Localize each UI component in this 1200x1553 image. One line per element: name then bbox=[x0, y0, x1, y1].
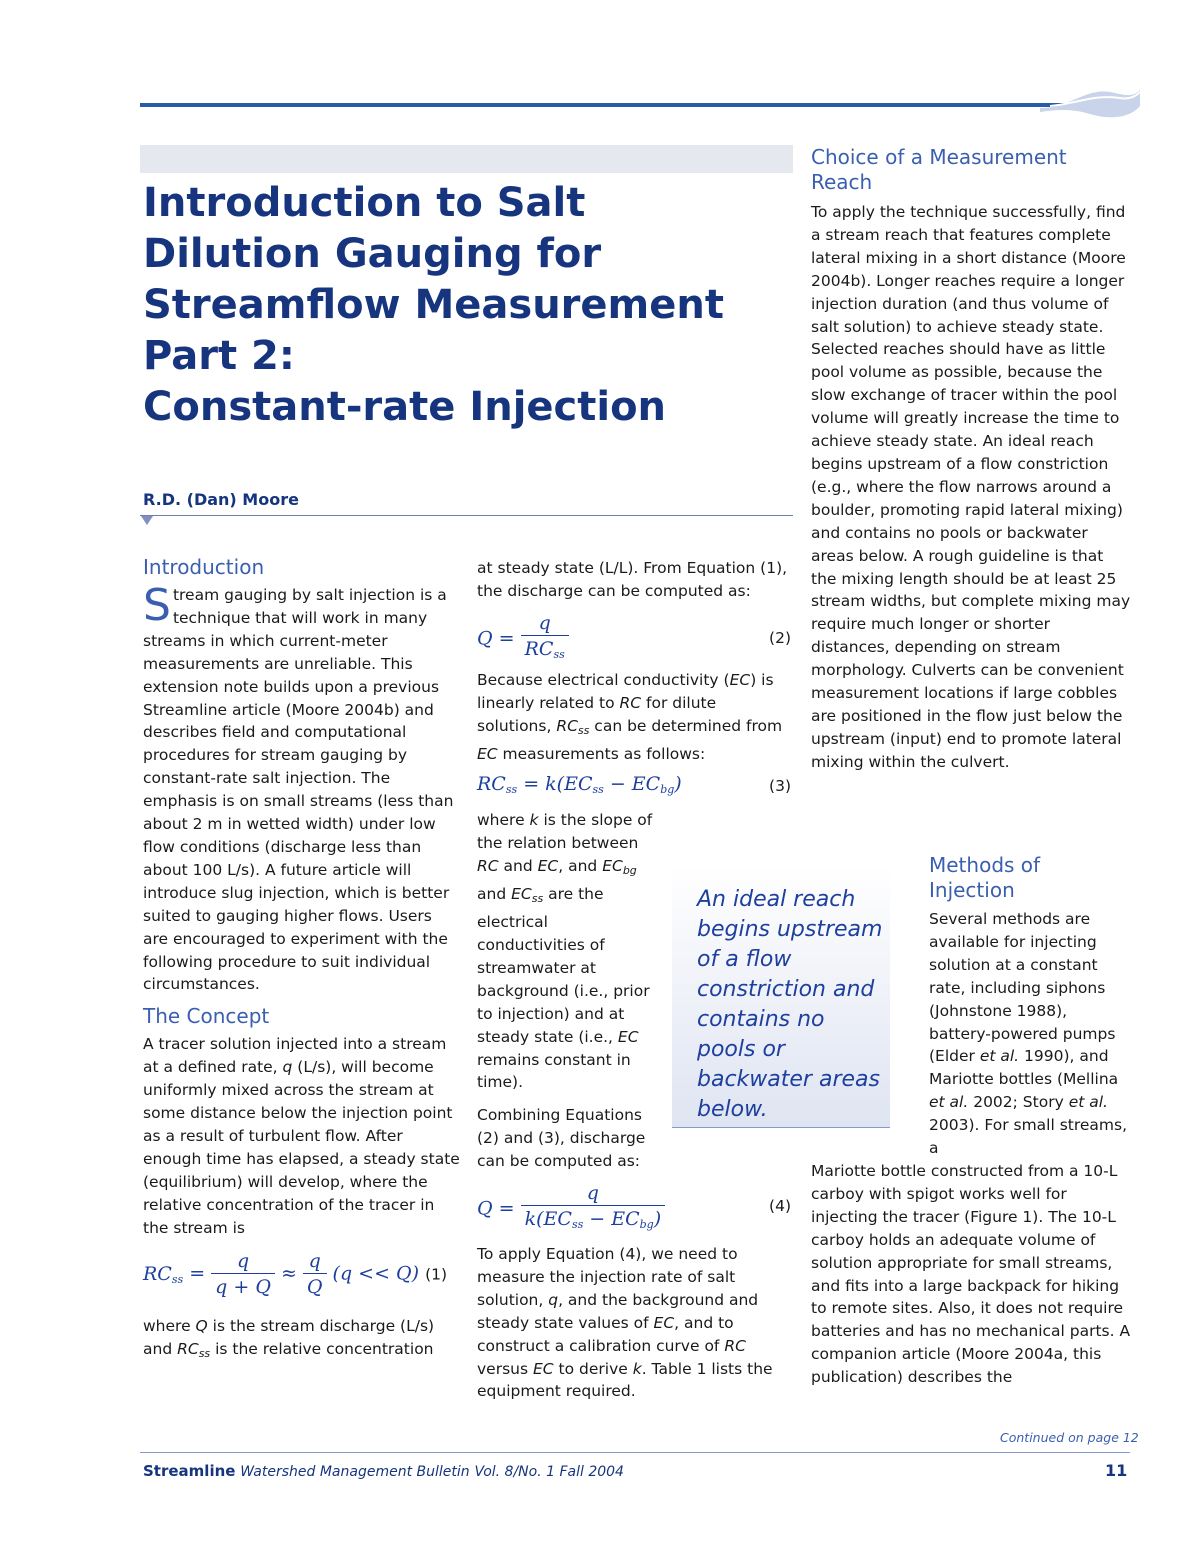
column-3b bbox=[929, 853, 1131, 1160]
title-band bbox=[140, 145, 793, 173]
concept-paragraph bbox=[143, 1033, 461, 1239]
col2-paragraph-3: where k is the slope of the relation between RC and EC, and $EC_{bg}$ and $EC_{ss}$ are the electrical conductivities of streamwater at background (i.e., prior to injection) and at steady state (i.e., EC remains constant in time). bbox=[477, 811, 653, 1092]
continued-note: Continued on page 12 bbox=[1000, 1430, 1139, 1445]
dropcap: S bbox=[143, 580, 171, 631]
col2-paragraph-4: Combining Equations (2) and (3), discharge can be computed as: bbox=[477, 1106, 646, 1171]
col2-paragraph-5: To apply Equation (4), we need to measure the injection rate of salt solution, q, and the background and steady state values of EC, and to construct a calibration curve of RC versus EC to derive k. Table 1 lists the equipment required. bbox=[477, 1245, 773, 1401]
title-line: Streamflow Measurement bbox=[143, 282, 724, 328]
title-line: Part 2: bbox=[143, 333, 295, 379]
equation-4: Q = $\frac{q}{k(EC_{ss} - EC_{bg})}$ (4) bbox=[477, 1181, 793, 1243]
equation-3: $RC_{ss} = k(EC_{ss} - EC_{bg})$ (3) bbox=[477, 773, 791, 797]
intro-paragraph bbox=[143, 580, 461, 996]
eq1-condition: (q << Q) bbox=[332, 1262, 420, 1285]
injection-paragraph: Several methods are available for injecting solution at a constant rate, including siphons (Johnstone 1988), battery-powered pumps (Elder et al. 1990), and Mariotte bottles (Mellina et al. 2002; Story et al. 2003). For small streams, a bbox=[929, 910, 1128, 1158]
equation-number: (4) bbox=[769, 1197, 791, 1216]
triangle-marker-icon bbox=[141, 516, 153, 525]
section-heading-concept: The Concept bbox=[143, 1004, 270, 1029]
equation-number: (3) bbox=[769, 777, 791, 796]
column-3 bbox=[811, 145, 1131, 774]
intro-text: tream gauging by salt injection is a technique that will work in many streams in which current-meter measurements are unreliable. This extension note builds upon a previous Streamline article (Moore 2004b) and describes field and computational procedures for stream gauging by constant-rate salt injection. The emphasis is on small streams (less than about 2 m in wetted width) under low flow conditions (discharge less than about 100 L/s). A future article will introduce slug injection, which is better suited to gauging higher flows. Users are encouraged to experiment with the following procedure to suit individual circumstances. bbox=[143, 586, 454, 994]
equation-2: Q = $\frac{q}{RC_{ss}}$ (2) bbox=[477, 611, 793, 665]
footer-bulletin: Watershed Management Bulletin bbox=[240, 1464, 470, 1480]
footer-volume: Vol. 8/No. 1 Fall 2004 bbox=[474, 1464, 624, 1480]
equation-number: (1) bbox=[425, 1265, 448, 1284]
column-1 bbox=[143, 555, 461, 1366]
section-heading-reach: Choice of a Measurement Reach bbox=[811, 145, 1067, 194]
text-run: A tracer solution injected into a stream at a defined rate, bbox=[143, 1035, 447, 1077]
eq1-approx: ≈ bbox=[280, 1262, 297, 1285]
author: R.D. (Dan) Moore bbox=[143, 490, 299, 509]
equation-number: (2) bbox=[769, 628, 791, 647]
title-line: Dilution Gauging for bbox=[143, 231, 602, 277]
footer-rule bbox=[140, 1452, 1130, 1453]
title-line: Introduction to Salt bbox=[143, 180, 586, 226]
col2-paragraph-2: Because electrical conductivity (EC) is linearly related to RC for dilute solutions, $RC_{ss}$ can be determined from EC measurements as follows: bbox=[477, 670, 783, 763]
author-rule bbox=[140, 515, 793, 516]
reach-paragraph: To apply the technique successfully, find a stream reach that features complete lateral mixing in a short distance (Moore 2004b). Longer reaches require a longer injection duration (and thus volume of salt solution) to achieve steady state. Selected reaches should have as little pool volume as possible, because the slow exchange of tracer within the pool volume will greatly increase the time to achieve steady state. An ideal reach begins upstream of a flow constriction (e.g., where the flow narrows around a boulder, promoting rapid lateral mixing) and contains no pools or backwater areas below. A rough guideline is that the mixing length should be at least 25 stream widths, but complete mixing may require much longer or shorter distances, depending on stream morphology. Culverts can be convenient measurement locations if large cobbles are positioned in the flow just below the upstream (input) end to promote lateral mixing within the culvert. bbox=[811, 203, 1131, 771]
eq4-fraction: $\frac{q}{k(EC_{ss} - EC_{bg})}$ bbox=[521, 1181, 666, 1238]
eq1-fraction-2: $\frac{q}{Q}$ bbox=[303, 1249, 327, 1300]
text-run: (L/s), will become uniformly mixed across the stream at some distance below the injection point as a result of turbulent flow. After enough time has elapsed, a steady state (equilibrium) will develop, where the relative concentration of the tracer in the stream is bbox=[143, 1058, 460, 1237]
equation-1 bbox=[143, 1249, 461, 1311]
header-rule bbox=[140, 103, 1130, 107]
pull-quote: An ideal reach begins upstream of a flow constriction and contains no pools or backwater areas below. bbox=[697, 887, 883, 1122]
concept-paragraph-2: where Q is the stream discharge (L/s) and $RC_{ss}$ is the relative concentration bbox=[143, 1317, 435, 1361]
column-3c bbox=[811, 1160, 1131, 1389]
eq1-lhs: $RC_{ss}$ bbox=[143, 1262, 184, 1286]
page-number: 11 bbox=[1105, 1461, 1128, 1480]
footer bbox=[143, 1462, 624, 1480]
eq2-fraction: $\frac{q}{RC_{ss}}$ bbox=[521, 611, 569, 668]
eq1-fraction: $\frac{q}{q + Q}$ bbox=[211, 1249, 275, 1300]
section-heading-introduction: Introduction bbox=[143, 555, 265, 579]
title-line: Constant-rate Injection bbox=[143, 384, 667, 430]
eq1-equals: = bbox=[189, 1262, 206, 1285]
footer-brand: Streamline bbox=[143, 1462, 236, 1480]
section-heading-injection: Methods of Injection bbox=[929, 853, 1041, 902]
col2-paragraph-1: at steady state (L/L). From Equation (1), the discharge can be computed as: bbox=[477, 559, 788, 600]
text-run: q bbox=[282, 1058, 293, 1077]
page-title bbox=[143, 178, 803, 433]
wave-logo-icon bbox=[1040, 78, 1140, 128]
injection-paragraph-2: Mariotte bottle constructed from a 10-L carboy with spigot works well for injecting the tracer (Figure 1). The 10-L carboy holds an adequate volume of solution appropriate for small streams, and fits into a large backpack for hiking to remote sites. Also, it does not require batteries and has no mechanical parts. A companion article (Moore 2004a, this publication) describes the bbox=[811, 1162, 1131, 1387]
